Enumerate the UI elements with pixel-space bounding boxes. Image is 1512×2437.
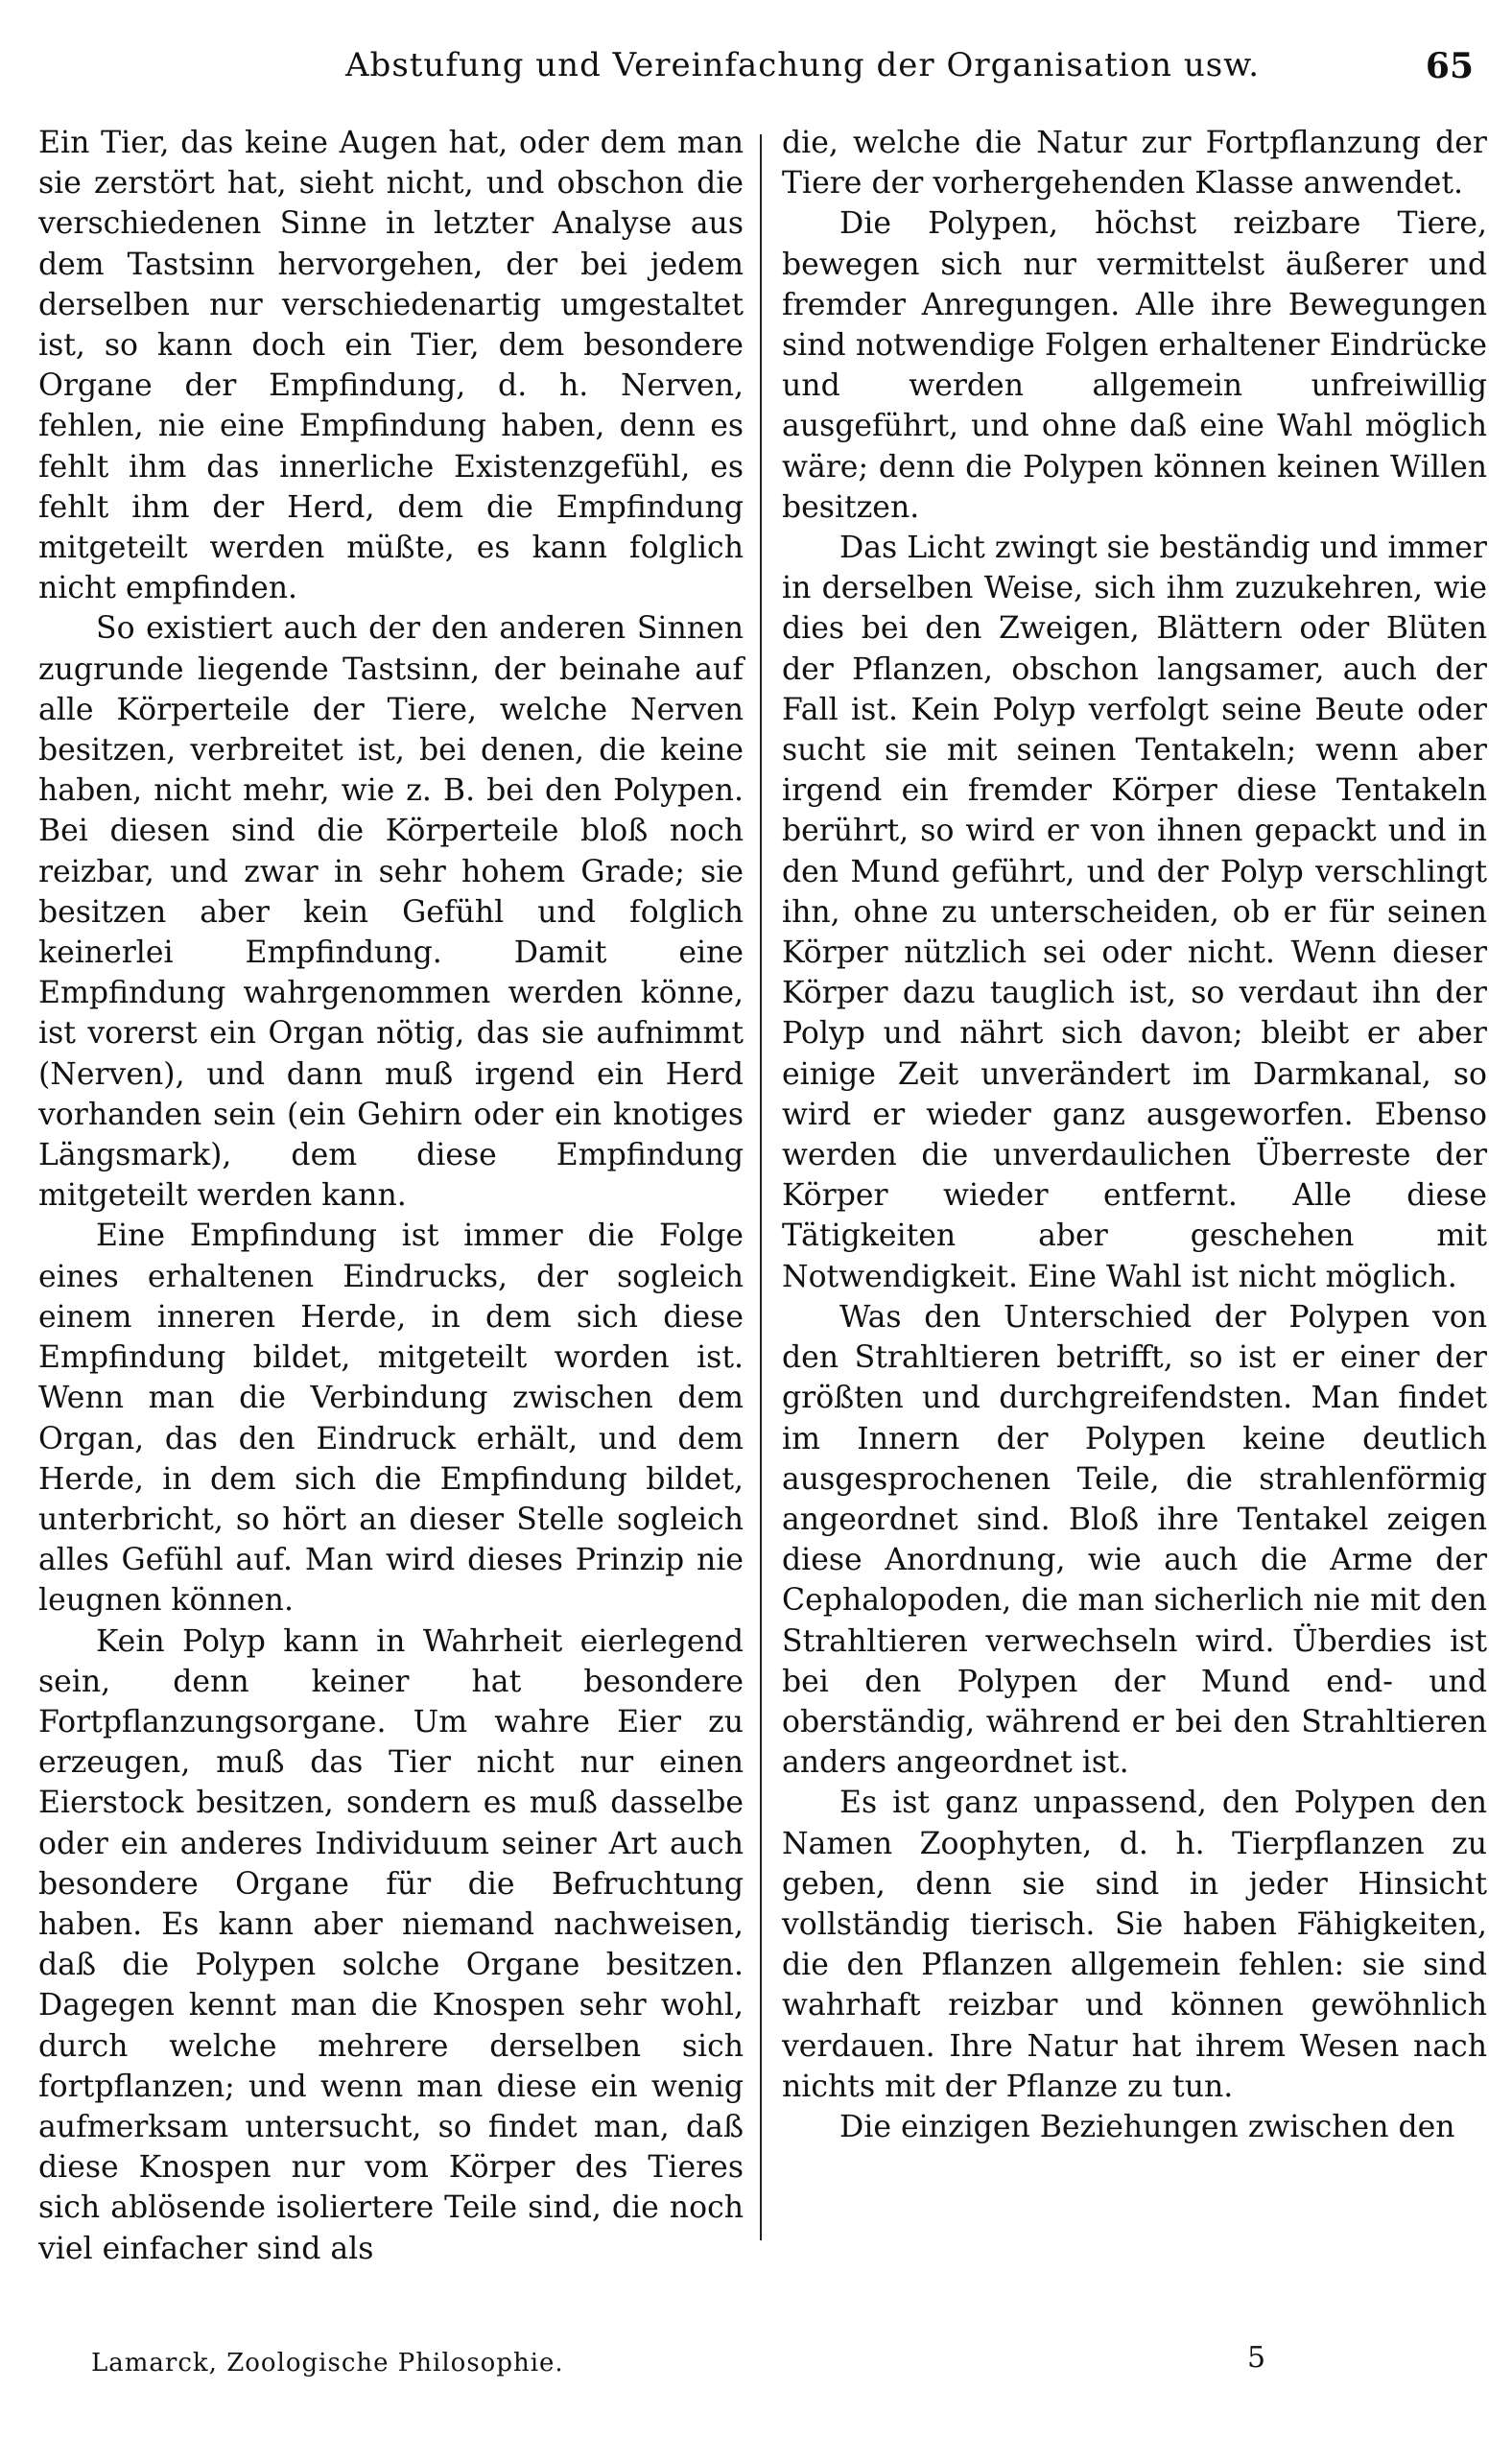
page-header: [58, 27, 1474, 104]
paragraph: Kein Polyp kann in Wahrheit eierlegend sein, denn keiner hat besondere Fortpflanzungsorgane. Um wahre Eier zu erzeugen, muß das Tier nicht nur einen Eierstock besitzen, sondern es muß dasselbe oder ein anderes Individuum seiner Art auch besondere Organe für die Befruchtung haben. Es kann aber niemand nachweisen, daß die Polypen solche Organe besitzen. Dagegen kennt man die Knospen sehr wohl, durch welche mehrere derselben sich fortpflanzen; und wenn man diese ein wenig aufmerksam untersucht, so findet man, daß diese Knospen nur vom Körper des Tieres sich ablösende isoliertere Teile sind, die noch viel einfacher sind als: [38, 1623, 744, 2266]
left-column: [38, 123, 744, 2269]
running-title: Abstufung und Vereinfachung der Organisation usw.: [345, 46, 1261, 84]
right-column: [782, 123, 1487, 2147]
paragraph: Ein Tier, das keine Augen hat, oder dem man sie zerstört hat, sieht nicht, und obschon die verschiedenen Sinne in letzter Analyse aus dem Tastsinn hervorgehen, der bei jedem derselben nur verschiedenartig umgestaltet ist, so kann doch ein Tier, dem besondere Organe der Empfindung, d. h. Nerven, fehlen, nie eine Empfindung haben, denn es fehlt ihm das innerliche Existenzgefühl, es fehlt ihm der Herd, dem die Empfindung mitgeteilt werden müßte, es kann folglich nicht empfinden.: [38, 126, 744, 606]
paragraph: Das Licht zwingt sie beständig und immer in derselben Weise, sich ihm zuzukehren, wie dies bei den Zweigen, Blättern oder Blüten der Pflanzen, obschon langsamer, auch der Fall ist. Kein Polyp verfolgt seine Beute oder sucht sie mit seinen Tentakeln; wenn aber irgend ein fremder Körper diese Tentakeln berührt, so wird er von ihnen gepackt und in den Mund geführt, und der Polyp verschlingt ihn, ohne zu unterscheiden, ob er für seinen Körper nützlich sei oder nicht. Wenn dieser Körper dazu tauglich ist, so verdaut ihn der Polyp und nährt sich davon; bleibt er aber einige Zeit unverändert im Darmkanal, so wird er wieder ganz ausgeworfen. Ebenso werden die unverdaulichen Überreste der Körper wieder entfernt. Alle diese Tätigkeiten aber geschehen mit Notwendigkeit. Eine Wahl ist nicht möglich.: [782, 531, 1487, 1294]
page-number: 65: [1425, 46, 1474, 86]
column-divider: [760, 134, 762, 2240]
paragraph: die, welche die Natur zur Fortpflanzung der Tiere der vorhergehenden Klasse anwendet.: [782, 126, 1487, 201]
paragraph: Die Polypen, höchst reizbare Tiere, bewegen sich nur vermittelst äußerer und fremder Anregungen. Alle ihre Bewegungen sind notwendige Folgen erhaltener Eindrücke und werden allgemein unfreiwillig ausgeführt, und ohne daß eine Wahl möglich wäre; denn die Polypen können keinen Willen besitzen.: [782, 206, 1487, 525]
sheet-number: 5: [1247, 2341, 1266, 2375]
paragraph: Die einzigen Beziehungen zwischen den: [839, 2109, 1455, 2144]
paragraph: So existiert auch der den anderen Sinnen zugrunde liegende Tastsinn, der beinahe auf alle Körperteile der Tiere, welche Nerven besitzen, verbreitet ist, bei denen, die keine haben, nicht mehr, wie z. B. bei den Polypen. Bei diesen sind die Körperteile bloß noch reizbar, und zwar in sehr hohem Grade; sie besitzen aber kein Gefühl und folglich keinerlei Empfindung. Damit eine Empfindung wahrgenommen werden könne, ist vorerst ein Organ nötig, das sie aufnimmt (Nerven), und dann muß irgend ein Herd vorhanden sein (ein Gehirn oder ein knotiges Längsmark), dem diese Empfindung mitgeteilt werden kann.: [38, 611, 744, 1214]
paragraph: Eine Empfindung ist immer die Folge eines erhaltenen Eindrucks, der sogleich einem inneren Herde, in dem sich diese Empfindung bildet, mitgeteilt worden ist. Wenn man die Verbindung zwischen dem Organ, das den Eindruck erhält, und dem Herde, in dem sich die Empfindung bildet, unterbricht, so hört an dieser Stelle sogleich alles Gefühl auf. Man wird dieses Prinzip nie leugnen können.: [38, 1218, 744, 1619]
paragraph: Was den Unterschied der Polypen von den Strahltieren betrifft, so ist er einer der größten und durchgreifendsten. Man findet im Innern der Polypen keine deutlich ausgesprochenen Teile, die strahlenförmig angeordnet sind. Bloß ihre Tentakel zeigen diese Anordnung, wie auch die Arme der Cephalopoden, die man sicherlich nie mit den Strahltieren verwechseln wird. Überdies ist bei den Polypen der Mund end- und oberständig, während er bei den Strahltieren anders angeordnet ist.: [782, 1299, 1487, 1781]
footer-signature: Lamarck, Zoologische Philosophie.: [91, 2349, 564, 2378]
paragraph: Es ist ganz unpassend, den Polypen den Namen Zoophyten, d. h. Tierpflanzen zu geben, denn sie sind in jeder Hinsicht vollständig tierisch. Sie haben Fähigkeiten, die den Pflanzen allgemein fehlen: sie sind wahrhaft reizbar und können gewöhnlich verdauen. Ihre Natur hat ihrem Wesen nach nichts mit der Pflanze zu tun.: [782, 1786, 1487, 2104]
